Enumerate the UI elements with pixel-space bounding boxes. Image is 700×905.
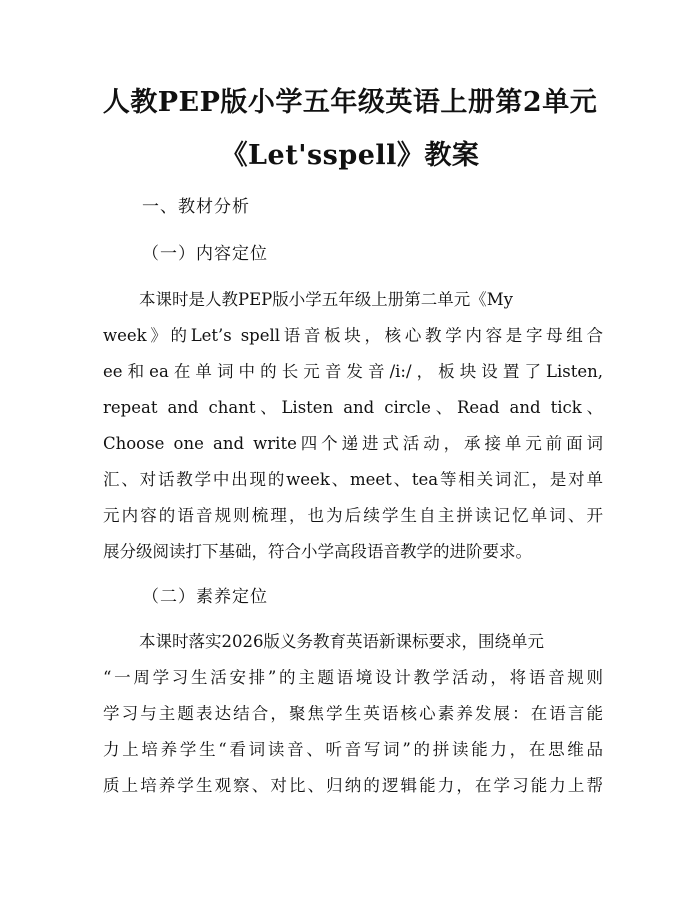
paragraph-line: 质上培养学生观察、对比、归纳的逻辑能力，在学习能力上帮 xyxy=(103,776,603,795)
paragraph-line: Choose one and write四个递进式活动，承接单元前面词 xyxy=(103,434,603,453)
paragraph-literacy-positioning xyxy=(103,624,603,804)
paragraph-line: “一周学习生活安排”的主题语境设计教学活动，将语音规则 xyxy=(103,668,603,687)
paragraph-line: 展分级阅读打下基础，符合小学高段语音教学的进阶要求。 xyxy=(103,542,532,561)
subsection-heading-literacy: （二）素养定位 xyxy=(142,587,268,607)
document-title-line-1: 人教PEP版小学五年级英语上册第2单元 xyxy=(102,87,598,118)
paragraph-line: 元内容的语音规则梳理，也为后续学生自主拼读记忆单词、开 xyxy=(103,506,603,525)
paragraph-line: ee和ea在单词中的长元音发音/i:/，板块设置了Listen, xyxy=(103,362,603,381)
paragraph-line: 力上培养学生“看词读音、听音写词”的拼读能力，在思维品 xyxy=(103,740,603,759)
paragraph-line: repeat and chant、Listen and circle、Read and tick、 xyxy=(103,398,603,417)
paragraph-line: week》的Let’s spell语音板块，核心教学内容是字母组合 xyxy=(103,326,603,345)
paragraph-line: 本课时是人教PEP版小学五年级上册第二单元《My xyxy=(139,290,513,309)
paragraph-line: 学习与主题表达结合，聚焦学生英语核心素养发展：在语言能 xyxy=(103,704,603,723)
paragraph-line: 本课时落实2026版义务教育英语新课标要求，围绕单元 xyxy=(139,632,544,651)
paragraph-line: 汇、对话教学中出现的week、meet、tea等相关词汇，是对单 xyxy=(103,470,603,489)
subsection-heading-content: （一）内容定位 xyxy=(142,244,268,264)
section-heading-analysis: 一、教材分析 xyxy=(142,197,250,217)
paragraph-content-positioning xyxy=(103,282,603,570)
document-title-line-2: 《Let'sspell》教案 xyxy=(220,140,480,171)
